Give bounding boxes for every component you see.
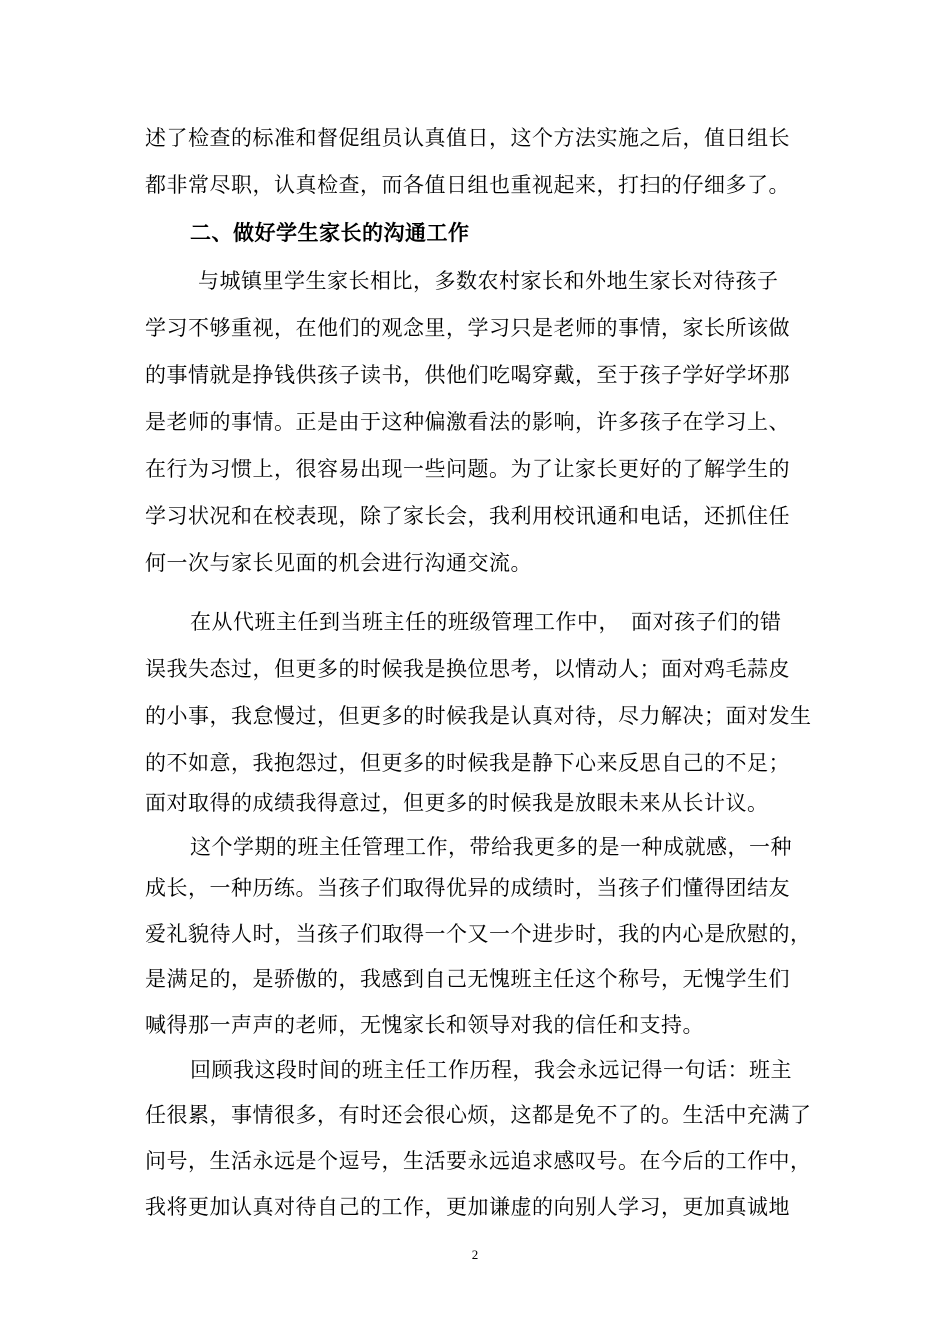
body-text-line: 成长，一种历练。当孩子们取得优异的成绩时，当孩子们懂得团结友 — [145, 876, 790, 900]
body-text-line: 这个学期的班主任管理工作，带给我更多的是一种成就感，一种 — [190, 835, 792, 859]
body-text-line: 面对取得的成绩我得意过，但更多的时候我是放眼未来从长计议。 — [145, 791, 769, 815]
body-text-line: 的小事，我怠慢过，但更多的时候我是认真对待，尽力解决；面对发生 — [145, 704, 812, 728]
page-number: 2 — [471, 1247, 479, 1262]
body-text-line: 是满足的，是骄傲的，我感到自己无愧班主任这个称号，无愧学生们 — [145, 967, 790, 991]
body-text-line: 误我失态过，但更多的时候我是换位思考，以情动人；面对鸡毛蒜皮 — [145, 657, 790, 681]
body-text-line: 是老师的事情。正是由于这种偏激看法的影响，许多孩子在学习上、 — [145, 410, 790, 434]
body-text-line: 喊得那一声声的老师，无愧家长和领导对我的信任和支持。 — [145, 1013, 704, 1037]
body-text-line: 爱礼貌待人时，当孩子们取得一个又一个进步时，我的内心是欣慰的， — [145, 922, 812, 946]
body-text-line: 我将更加认真对待自己的工作，更加谦虚的向别人学习，更加真诚地 — [145, 1195, 790, 1219]
body-text-line: 在行为习惯上，很容易出现一些问题。为了让家长更好的了解学生的 — [145, 457, 790, 481]
body-text-line: 在从代班主任到当班主任的班级管理工作中， 面对孩子们的错 — [190, 610, 782, 634]
body-text-line: 的不如意，我抱怨过，但更多的时候我是静下心来反思自己的不足； — [145, 751, 790, 775]
body-text-line: 任很累，事情很多，有时还会很心烦，这都是免不了的。生活中充满了 — [145, 1103, 812, 1127]
body-text-line: 问号，生活永远是个逗号，生活要永远追求感叹号。在今后的工作中， — [145, 1149, 812, 1173]
body-text-line: 与城镇里学生家长相比，多数农村家长和外地生家长对待孩子 — [198, 269, 779, 293]
body-text-line: 述了检查的标准和督促组员认真值日，这个方法实施之后，值日组长 — [145, 126, 790, 150]
body-text-line: 学习状况和在校表现，除了家长会，我利用校讯通和电话，还抓住任 — [145, 504, 790, 528]
body-text-line: 何一次与家长见面的机会进行沟通交流。 — [145, 551, 532, 575]
body-text-line: 回顾我这段时间的班主任工作历程，我会永远记得一句话：班主 — [190, 1058, 792, 1082]
body-text-line: 的事情就是挣钱供孩子读书，供他们吃喝穿戴，至于孩子学好学坏那 — [145, 363, 790, 387]
body-text-line: 都非常尽职，认真检查，而各值日组也重视起来，打扫的仔细多了。 — [145, 173, 790, 197]
section-heading: 二、做好学生家长的沟通工作 — [190, 221, 470, 245]
body-text-line: 学习不够重视，在他们的观念里，学习只是老师的事情，家长所该做 — [145, 316, 790, 340]
